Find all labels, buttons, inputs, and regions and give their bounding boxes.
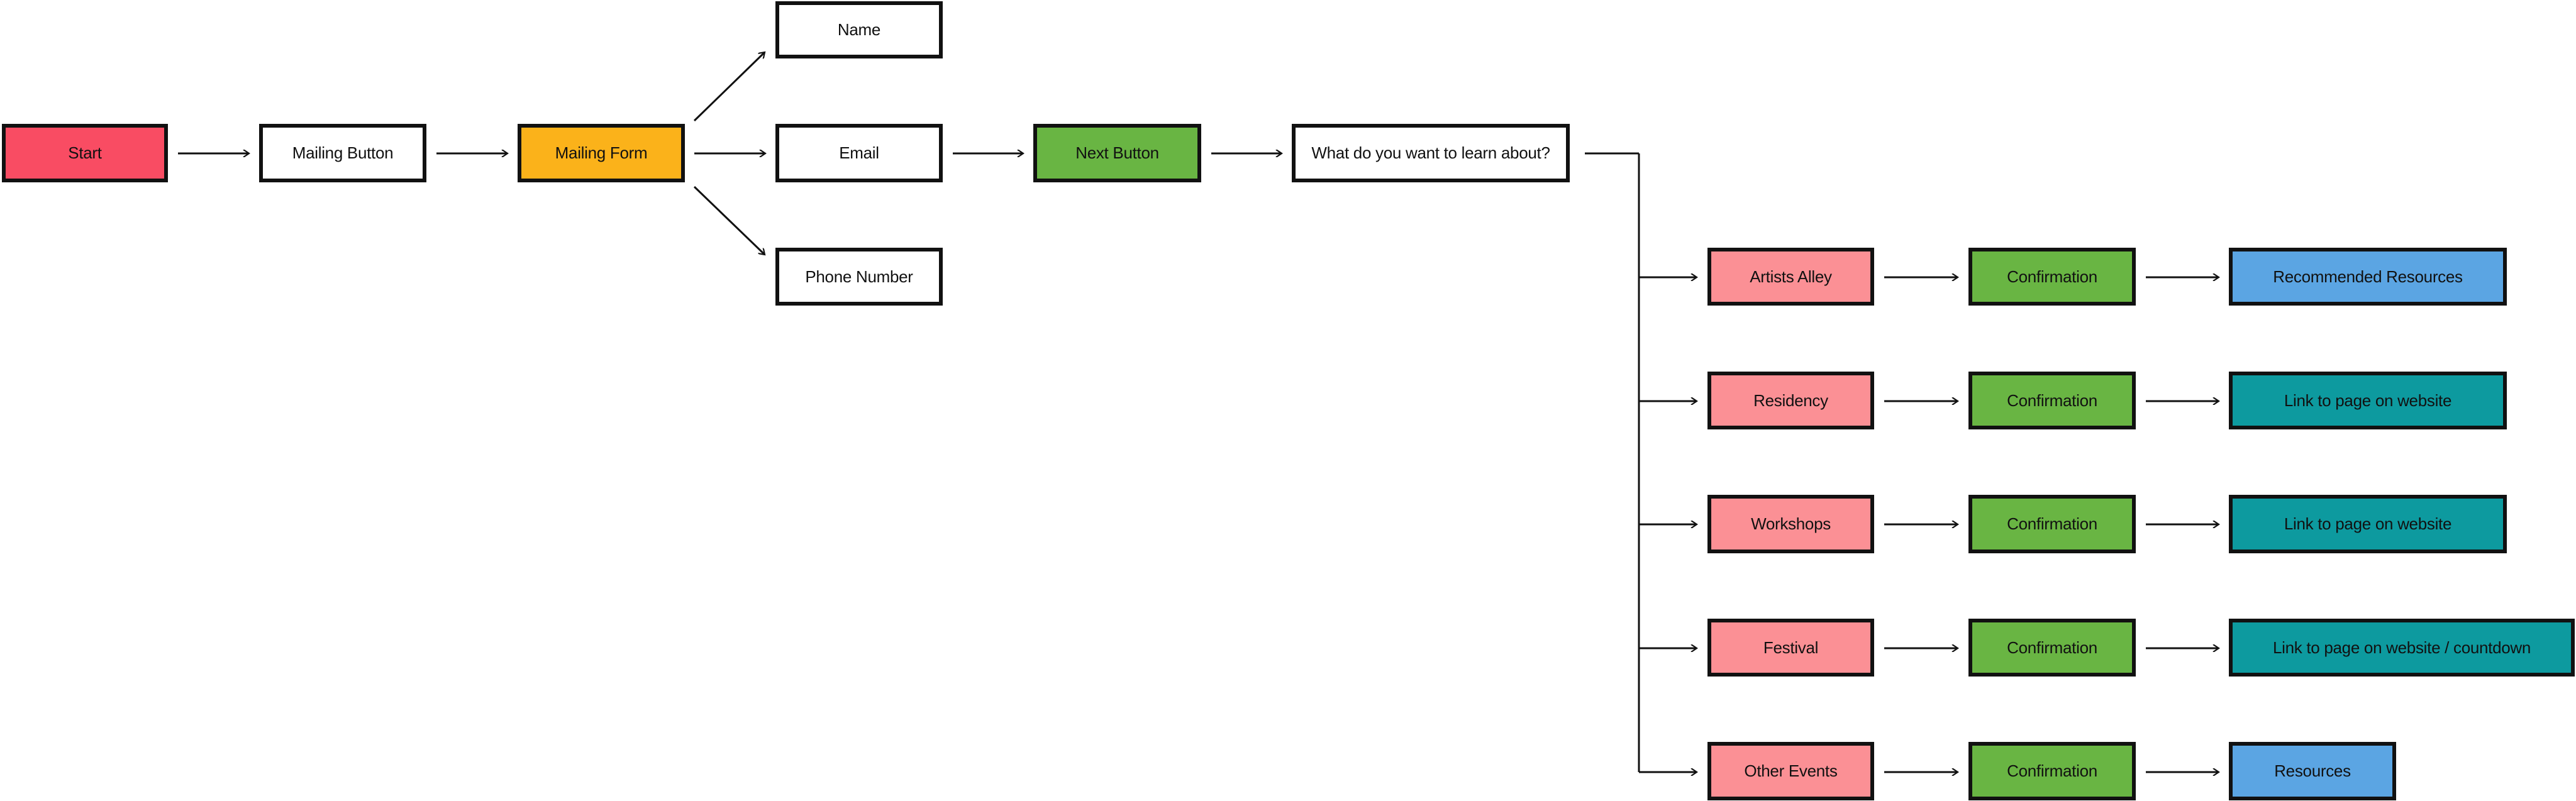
topic-node: Residency (1707, 372, 1874, 429)
mailing-form-node: Mailing Form (518, 124, 685, 182)
arrow-form-to-phone (694, 187, 765, 255)
confirmation-node: Confirmation (1968, 372, 2136, 429)
result-node: Link to page on website / countdown (2229, 619, 2575, 677)
question-node: What do you want to learn about? (1292, 124, 1570, 182)
confirmation-node: Confirmation (1968, 619, 2136, 677)
result-node: Resources (2229, 742, 2396, 800)
email-field-node: Email (775, 124, 943, 182)
result-node: Link to page on website (2229, 372, 2507, 429)
topic-node: Artists Alley (1707, 248, 1874, 306)
arrow-form-to-name (694, 52, 765, 121)
topic-node: Other Events (1707, 742, 1874, 800)
name-field-node: Name (775, 1, 943, 58)
confirmation-node: Confirmation (1968, 742, 2136, 800)
confirmation-node: Confirmation (1968, 495, 2136, 553)
topic-node: Festival (1707, 619, 1874, 677)
result-node: Recommended Resources (2229, 248, 2507, 306)
phone-number-field-node: Phone Number (775, 248, 943, 306)
confirmation-node: Confirmation (1968, 248, 2136, 306)
topic-node: Workshops (1707, 495, 1874, 553)
start-node: Start (2, 124, 168, 182)
mailing-button-node: Mailing Button (259, 124, 426, 182)
next-button-node: Next Button (1033, 124, 1201, 182)
result-node: Link to page on website (2229, 495, 2507, 553)
